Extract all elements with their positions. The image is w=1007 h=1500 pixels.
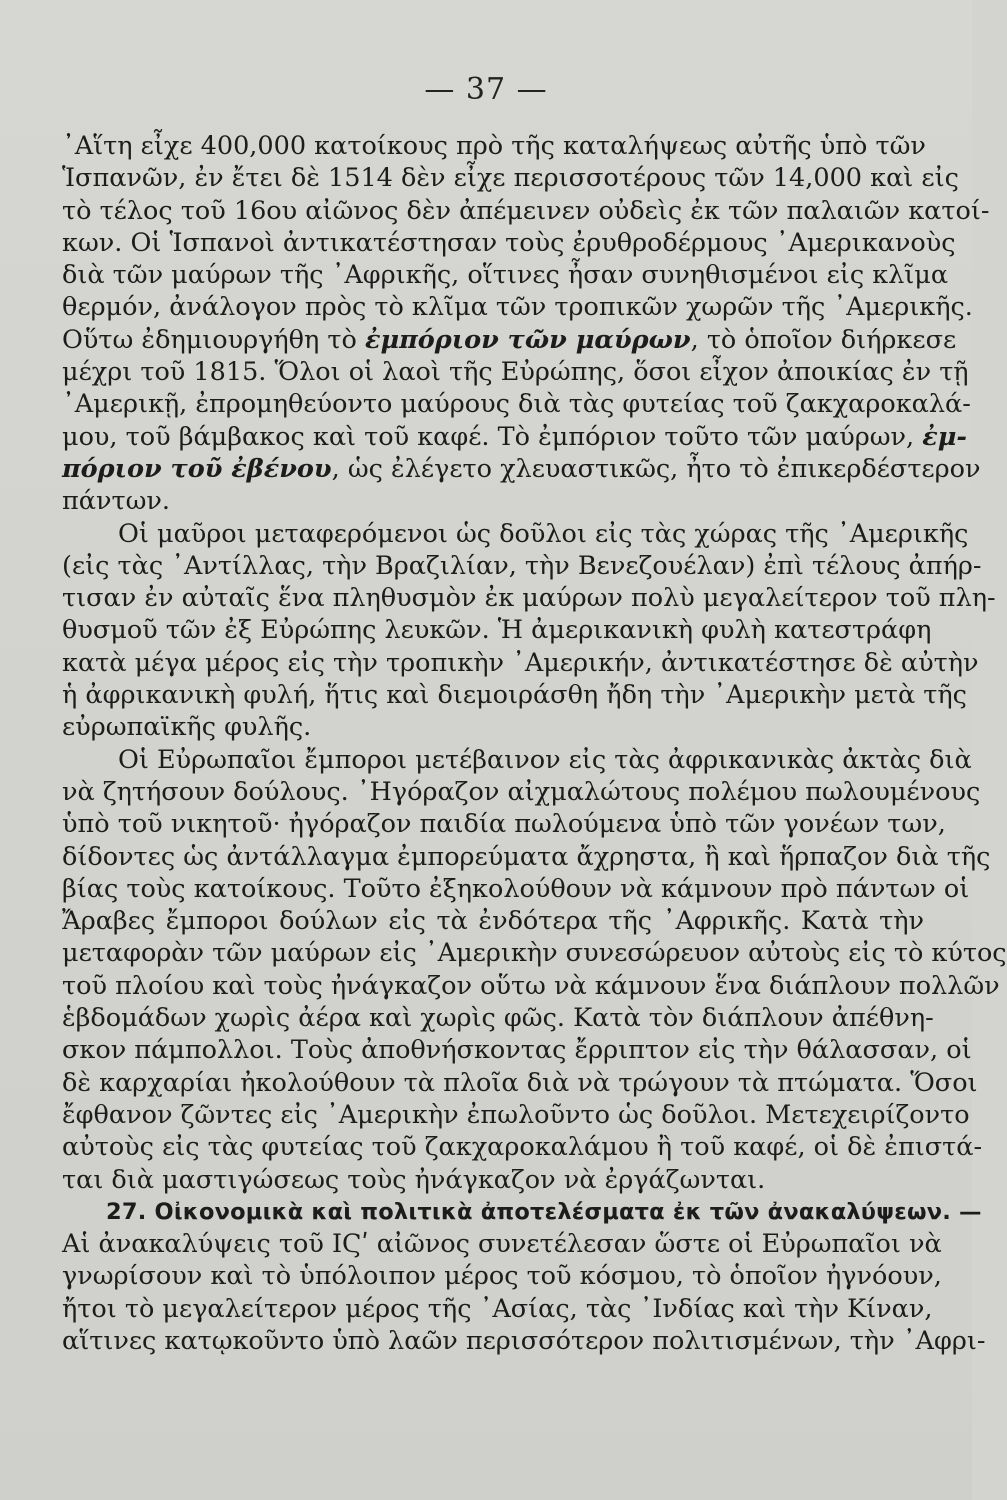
text-line: δίδοντες ὡς ἀντάλλαγμα ἐμπορεύματα ἄχρηστα, ἢ καὶ ἥρπαζον διὰ τῆς xyxy=(62,841,991,872)
text-line: τοῦ πλοίου καὶ τοὺς ἠνάγκαζον οὕτω νὰ κάμνουν ἕνα διάπλουν πολλῶν xyxy=(62,970,1000,1001)
text-line: γνωρίσουν καὶ τὸ ὑπόλοιπον μέρος τοῦ κόσμου, τὸ ὁποῖον ἠγνόουν, xyxy=(62,1261,942,1292)
paragraph-start: Οἱ Εὐρωπαῖοι ἔμποροι μετέβαινον εἰς τὰς ἀφρικανικὰς ἀκτὰς διὰ xyxy=(118,744,972,775)
text-line: κατὰ μέγα μέρος εἰς τὴν τροπικὴν ᾽Αμερικήν, ἀντικατέστησε δὲ αὐτὴν xyxy=(62,647,979,678)
text-line: Οὕτω ἐδημιουργήθη τὸ ἐμπόριον τῶν μαύρων, τὸ ὁποῖον διήρκεσε xyxy=(62,324,957,355)
text-line: νὰ ζητήσουν δούλους. ᾽Ηγόραζον αἰχμαλώτους πολέμου πωλουμένους xyxy=(62,776,981,807)
text-line: τισαν ἐν αὐταῖς ἕνα πληθυσμὸν ἐκ μαύρων πολὺ μεγαλείτερον τοῦ πλη- xyxy=(62,583,996,614)
text-line: ᾽Αἵτη εἶχε 400,000 κατοίκους πρὸ τῆς καταλήψεως αὐτῆς ὑπὸ τῶν xyxy=(62,131,926,161)
text-line: Αἱ ἀνακαλύψεις τοῦ ΙϚʹ αἰῶνος συνετέλεσαν ὥστε οἱ Εὐρωπαῖοι νὰ xyxy=(62,1229,942,1260)
text-line: εὐρωπαϊκῆς φυλῆς. xyxy=(62,712,312,743)
text-line: κων. Οἱ Ἱσπανοὶ ἀντικατέστησαν τοὺς ἐρυθροδέρμους ᾽Αμερικανοὺς xyxy=(62,227,956,258)
text-line: μεταφορὰν τῶν μαύρων εἰς ᾽Αμερικὴν συνεσώρευον αὐτοὺς εἰς τὸ κύτος xyxy=(62,938,1007,969)
text-line: ἤτοι τὸ μεγαλείτερον μέρος τῆς ᾽Ασίας, τὰς ᾽Ινδίας καὶ τὴν Κίναν, xyxy=(62,1293,933,1324)
emphasis-term: ἐμ- xyxy=(922,421,968,452)
text-line: ται διὰ μαστιγώσεως τοὺς ἠνάγκαζον νὰ ἐργάζωνται. xyxy=(62,1164,766,1195)
text-line: αὐτοὺς εἰς τὰς φυτείας τοῦ ζακχαροκαλάμου ἢ τοῦ καφέ, οἱ δὲ ἐπιστά- xyxy=(62,1132,983,1163)
text-line: πόριον τοῦ ἐβένου, ὡς ἐλέγετο χλευαστικῶς, ἦτο τὸ ἐπικερδέστερον xyxy=(62,453,981,484)
text-line: Ἄραβες ἔμποροι δούλων εἰς τὰ ἐνδότερα τῆς ᾽Αφρικῆς. Κατὰ τὴν xyxy=(62,906,924,937)
text-line: μου, τοῦ βάμβακος καὶ τοῦ καφέ. Τὸ ἐμπόριον τοῦτο τῶν μαύρων, ἐμ- xyxy=(62,421,968,452)
text-line: θερμόν, ἀνάλογον πρὸς τὸ κλῖμα τῶν τροπικῶν χωρῶν τῆς ᾽Αμερικῆς. xyxy=(62,292,973,323)
text-line: μέχρι τοῦ 1815. Ὅλοι οἱ λαοὶ τῆς Εὐρώπης, ὅσοι εἶχον ἀποικίας ἐν τῇ xyxy=(62,357,969,388)
text-line: αἵτινες κατῳκοῦντο ὑπὸ λαῶν περισσότερον πολιτισμένων, τὴν ᾽Αφρι- xyxy=(62,1325,986,1356)
text-line: Ἱσπανῶν, ἐν ἔτει δὲ 1514 δὲν εἶχε περισσοτέρους τῶν 14,000 καὶ εἰς xyxy=(62,163,959,194)
text-line: σκον πάμπολλοι. Τοὺς ἀποθνήσκοντας ἔρριπτον εἰς τὴν θάλασσαν, οἱ xyxy=(62,1035,972,1066)
text-line: τὸ τέλος τοῦ 16ου αἰῶνος δὲν ἀπέμεινεν οὐδεὶς ἐκ τῶν παλαιῶν κατοί- xyxy=(62,195,990,226)
text-line: βίας τοὺς κατοίκους. Τοῦτο ἐξηκολούθουν νὰ κάμνουν πρὸ πάντων οἱ xyxy=(62,873,970,904)
text-line: ὑπὸ τοῦ νικητοῦ· ἠγόραζον παιδία πωλούμενα ὑπὸ τῶν γονέων των, xyxy=(62,809,946,840)
text-line: ἑβδομάδων χωρὶς ἀέρα καὶ χωρὶς φῶς. Κατὰ τὸν διάπλουν ἀπέθνη- xyxy=(62,1003,934,1034)
section-heading: 27. Οἰκονομικὰ καὶ πολιτικὰ ἀποτελέσματα ἐκ τῶν ἀνακαλύψεων. — xyxy=(106,1198,982,1225)
page-number: — 37 — xyxy=(424,72,548,107)
text-line: θυσμοῦ τῶν ἐξ Εὐρώπης λευκῶν. Ἡ ἀμερικανικὴ φυλὴ κατεστράφη xyxy=(62,615,932,646)
emphasis-term: ἐμπόριον τῶν μαύρων xyxy=(364,324,691,355)
text-line: πάντων. xyxy=(62,486,170,517)
body-text xyxy=(62,130,1007,1357)
text-line: ἔφθανον ζῶντες εἰς ᾽Αμερικὴν ἐπωλοῦντο ὡς δοῦλοι. Μετεχειρίζοντο xyxy=(62,1099,970,1130)
emphasis-term: πόριον τοῦ ἐβένου xyxy=(62,453,332,484)
text-line: (εἰς τὰς ᾽Αντίλλας, τὴν Βραζιλίαν, τὴν Βενεζουέλαν) ἐπὶ τέλους ἀπήρ- xyxy=(62,550,982,581)
text-line: διὰ τῶν μαύρων τῆς ᾽Αφρικῆς, οἵτινες ἦσαν συνηθισμένοι εἰς κλῖμα xyxy=(62,260,949,291)
text-line: ᾽Αμερικῇ, ἐπρομηθεύοντο μαύρους διὰ τὰς φυτείας τοῦ ζακχαροκαλά- xyxy=(62,389,971,420)
text-line: ἡ ἀφρικανικὴ φυλή, ἥτις καὶ διεμοιράσθη ἤδη τὴν ᾽Αμερικὴν μετὰ τῆς xyxy=(62,680,967,711)
paragraph-start: Οἱ μαῦροι μεταφερόμενοι ὡς δοῦλοι εἰς τὰς χώρας τῆς ᾽Αμερικῆς xyxy=(118,518,969,549)
text-line: δὲ καρχαρίαι ἠκολούθουν τὰ πλοῖα διὰ νὰ τρώγουν τὰ πτώματα. Ὅσοι xyxy=(62,1067,978,1098)
